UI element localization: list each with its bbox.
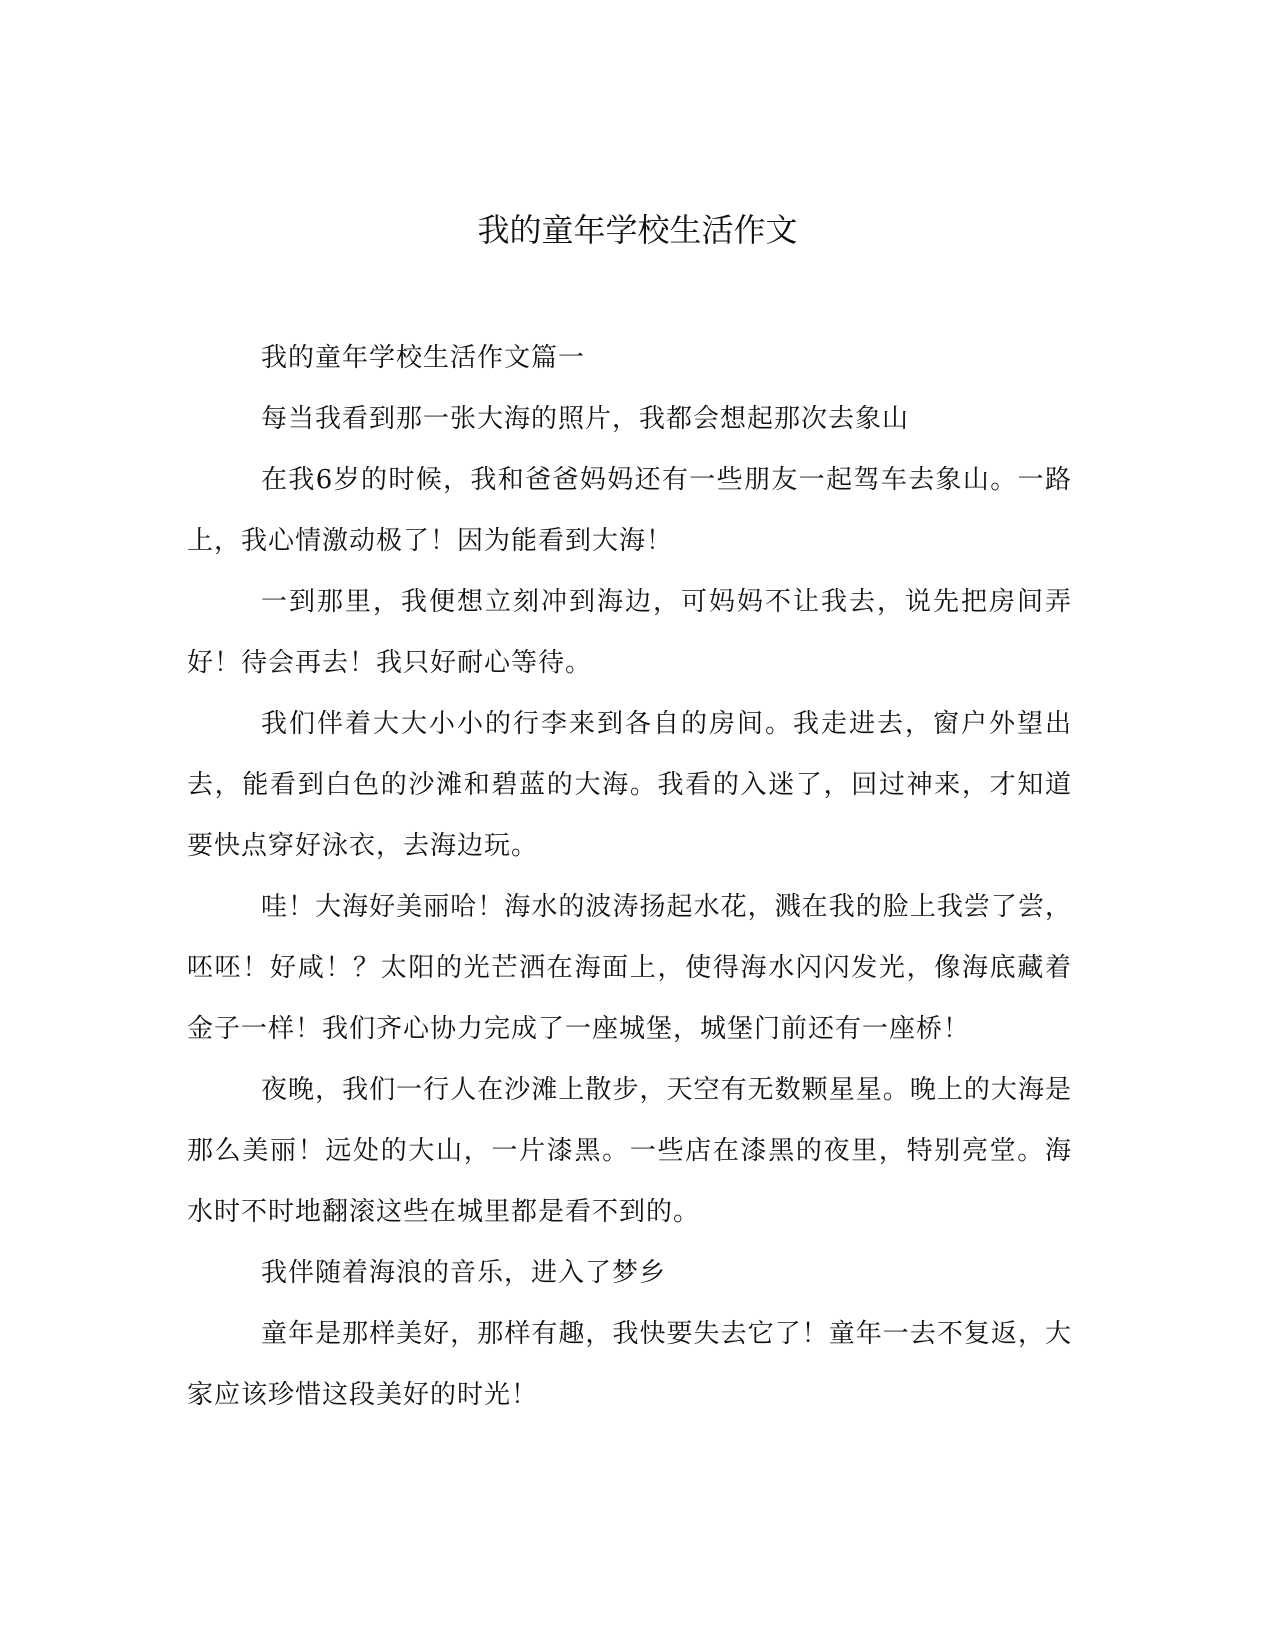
document-title: 我的童年学校生活作文 bbox=[477, 211, 798, 249]
paragraph: 我伴随着海浪的音乐，进入了梦乡 bbox=[261, 1258, 667, 1288]
paragraph: 我们伴着大大小小的行李来到各自的房间。我走进去，窗户外望出去，能看到白色的沙滩和碧蓝的大海。我看的入迷了，回过神来，才知道要快点穿好泳衣，去海边玩。 bbox=[187, 709, 1072, 861]
paragraph: 夜晚，我们一行人在沙滩上散步，天空有无数颗星星。晚上的大海是那么美丽！远处的大山，一片漆黑。一些店在漆黑的夜里，特别亮堂。海水时不时地翻滚这些在城里都是看不到的。 bbox=[187, 1075, 1072, 1227]
paragraph: 在我6岁的时候，我和爸爸妈妈还有一些朋友一起驾车去象山。一路上，我心情激动极了！因为能看到大海！ bbox=[187, 465, 1072, 556]
paragraph: 一到那里，我便想立刻冲到海边，可妈妈不让我去，说先把房间弄好！待会再去！我只好耐心等待。 bbox=[187, 587, 1072, 678]
paragraph: 哇！大海好美丽哈！海水的波涛扬起水花，溅在我的脸上我尝了尝，呸呸！好咸！？太阳的光芒洒在海面上，使得海水闪闪发光，像海底藏着金子一样！我们齐心协力完成了一座城堡，城堡门前还有一座桥！ bbox=[187, 892, 1072, 1044]
paragraph: 童年是那样美好，那样有趣，我快要失去它了！童年一去不复返，大家应该珍惜这段美好的时光！ bbox=[187, 1319, 1072, 1410]
paragraph: 每当我看到那一张大海的照片，我都会想起那次去象山 bbox=[261, 404, 910, 434]
paragraph-subtitle: 我的童年学校生活作文篇一 bbox=[261, 343, 586, 373]
document-body bbox=[187, 328, 1072, 1426]
